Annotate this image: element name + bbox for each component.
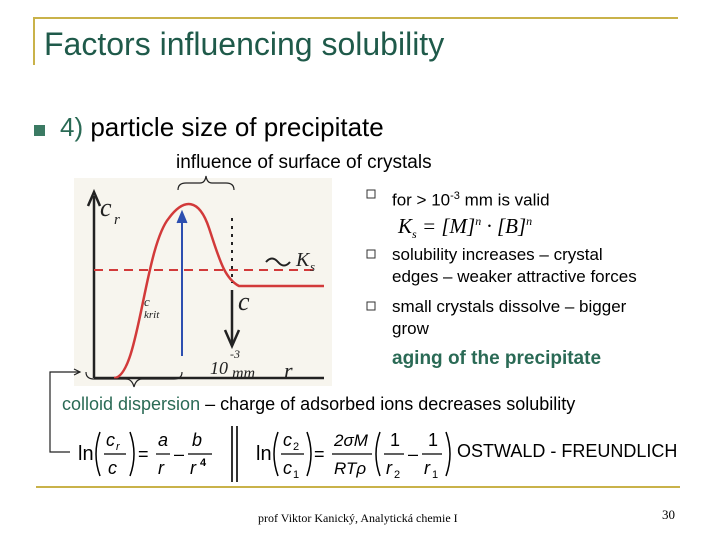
ks-formula-m: = [M] — [416, 214, 476, 238]
colloid-line — [62, 394, 575, 415]
graph-y-sub: r — [114, 212, 120, 228]
graph-ks-sub: s — [310, 259, 316, 274]
colloid-label: colloid dispersion — [62, 394, 201, 414]
item-validity — [392, 185, 550, 212]
main-bullet — [60, 112, 384, 143]
item-dissolve-line2: grow — [392, 319, 429, 338]
separator-right — [236, 426, 238, 482]
f1-r-sup: 4 — [200, 457, 207, 469]
f2-eq: = — [314, 444, 325, 464]
hollow-square-bullet-icon — [366, 249, 376, 259]
f2-r2: r — [386, 458, 392, 478]
ks-formula — [398, 214, 532, 242]
ckrit-arrow-head-icon — [177, 211, 187, 223]
solubility-graph-svg — [74, 178, 332, 386]
item-validity-tail: mm is valid — [459, 190, 550, 210]
f1-left-paren-icon — [96, 432, 100, 476]
item-validity-sup: -3 — [450, 190, 460, 202]
f2-ln: ln — [256, 443, 272, 465]
footer-rule — [36, 486, 680, 488]
graph-c-label: c — [238, 287, 250, 316]
f2-lead-den: RTρ — [334, 459, 367, 478]
f2-one-b: 1 — [428, 430, 439, 450]
f2-den-sub: 1 — [293, 469, 300, 481]
item-solubility-line2: edges – weaker attractive forces — [392, 267, 637, 286]
f2-lead-num: 2σM — [334, 431, 368, 450]
formula-kelvin-svg — [76, 424, 226, 484]
slide-title: Factors influencing solubility — [44, 26, 445, 62]
f1-r2: r — [190, 458, 196, 478]
f1-num-sub: r — [116, 441, 120, 453]
footer-author: prof Viktor Kanický, Analytická chemie I — [258, 511, 458, 525]
f2-left-paren-icon — [274, 432, 278, 476]
tilde-icon — [266, 259, 290, 266]
f1-num: c — [106, 430, 115, 450]
page-number: 30 — [662, 507, 675, 522]
main-bullet-number: 4) — [60, 112, 84, 142]
graph-ckrit-label: c — [144, 294, 150, 309]
f1-ln: ln — [78, 443, 94, 465]
graph-x-label: 10 — [210, 358, 228, 378]
f1-a: a — [158, 430, 169, 450]
bullet-square-icon — [34, 125, 45, 136]
ks-formula-b-sup: n — [526, 214, 533, 228]
graph-ckrit-sub: krit — [144, 309, 160, 321]
colloid-rest: – charge of adsorbed ions decreases solubility — [200, 394, 576, 414]
subheading: influence of surface of crystals — [176, 152, 432, 173]
f1-r: r — [158, 458, 164, 478]
f1-eq: = — [138, 444, 149, 464]
ostwald-freundlich-label: OSTWALD - FREUNDLICH — [457, 441, 678, 461]
solubility-curve — [114, 204, 324, 378]
bottom-brace-icon — [84, 370, 184, 390]
ks-formula-b: · [B] — [481, 214, 527, 238]
item-solubility — [392, 244, 637, 288]
f2-inner-right-paren-icon — [446, 432, 450, 476]
f2-one-a: 1 — [390, 430, 401, 450]
item-validity-text: for > 10 — [392, 190, 451, 210]
graph-ks-label: K — [296, 249, 310, 271]
item-dissolve-line1: small crystals dissolve – bigger — [392, 297, 627, 316]
f2-inner-left-paren-icon — [376, 432, 380, 476]
f2-right-paren-icon — [307, 432, 311, 476]
title-top-rule — [33, 17, 678, 19]
graph-x-unit: mm — [232, 365, 256, 382]
item-solubility-line1: solubility increases – crystal — [392, 245, 603, 264]
f2-num: c — [283, 430, 292, 450]
ks-formula-lhs-sub: s — [412, 227, 417, 242]
f2-r1-sub: 1 — [432, 469, 439, 481]
f2-den: c — [283, 458, 292, 478]
f2-r2-sub: 2 — [394, 469, 401, 481]
hollow-square-bullet-icon — [366, 189, 376, 199]
title-left-rule — [33, 17, 35, 65]
f1-den: c — [108, 458, 117, 478]
ks-formula-m-sup: n — [475, 214, 482, 228]
aging-heading: aging of the precipitate — [392, 348, 602, 369]
f2-num-sub: 2 — [293, 441, 300, 453]
graph-y-label: c — [100, 193, 112, 222]
formula-ostwald — [256, 424, 456, 484]
f1-right-paren-icon — [130, 432, 134, 476]
graph-x-sup: -3 — [230, 347, 240, 361]
formula-kelvin — [76, 424, 226, 484]
f2-r1: r — [424, 458, 430, 478]
main-bullet-text: particle size of precipitate — [83, 112, 384, 142]
separator-left — [231, 426, 233, 482]
hollow-square-bullet-icon — [366, 301, 376, 311]
top-brace-icon — [176, 174, 236, 192]
formula-ostwald-svg — [256, 424, 456, 484]
solubility-graph — [74, 178, 332, 386]
ks-formula-lhs: K — [398, 214, 413, 238]
item-dissolve — [392, 296, 626, 340]
f2-minus: – — [408, 444, 419, 464]
f1-minus: – — [174, 444, 185, 464]
graph-x-axis-label: r — [284, 358, 293, 383]
f1-b: b — [192, 430, 203, 450]
